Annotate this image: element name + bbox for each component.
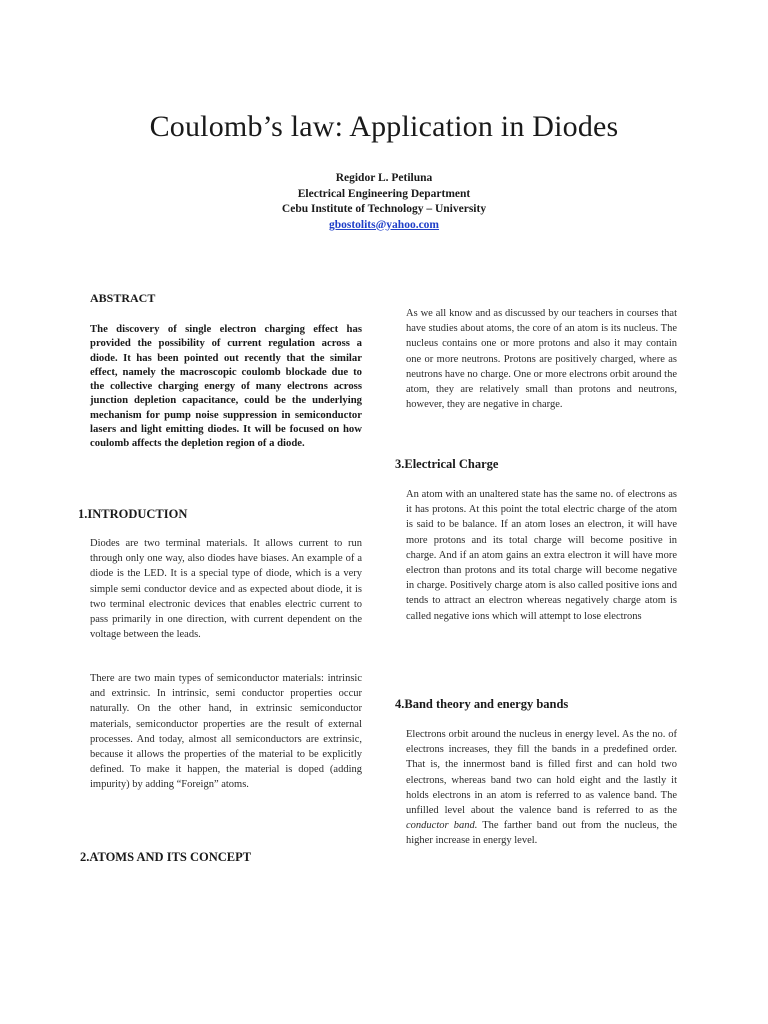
band-theory-text-b: The farther band out from the nucleus, the higher increase in energy level. [406,820,677,847]
author-name: Regidor L. Petiluna [335,172,433,184]
section-heading-band-theory: 4.Band theory and energy bands [395,697,569,711]
author-block [0,171,768,233]
abstract-heading: ABSTRACT [90,291,156,305]
author-department: Electrical Engineering Department [297,187,471,200]
abstract-section [90,291,362,451]
electrical-charge-paragraph: An atom with an unaltered state has the same no. of electrons as it has protons. At this point the total electric charge of the atom is said to be balance. If an atom loses an electron, it will have more protons and its total charge will become positive in charge. And if an atom gains an extra electron it will have more electron than protons and its total charge will become negative in charge. Positively charge atom is also called positive ions and tends to attract an electron whereas negatively charge atom is called negative ions which will attempt to lose electrons [406,489,677,622]
section-heading-electrical-charge: 3.Electrical Charge [395,457,499,471]
band-theory-paragraph [406,727,677,849]
section-heading-introduction: 1.INTRODUCTION [78,507,188,521]
introduction-paragraph-2: There are two main types of semiconductor materials: intrinsic and extrinsic. In intrinsic, semi conductor properties occur naturally. On the other hand, in extrinsic semiconductor materials, semiconductor properties are the result of external processes. And today, almost all semiconductors are extrinsic, because it allows the properties of the material to be explicitly defined. To make it happen, the material is doped (adding impurity) by adding “Foreign” atoms. [90,673,362,791]
introduction-paragraph-1: Diodes are two terminal materials. It allows current to run through only one way, also diodes have biases. An example of a diode is the LED. It is a special type of diode, which is a very simple semi conductor device and as expected about diode, it is two terminal electronic devices that enables electric current to pass primarily in one direction, with current dependent on the voltage between the leads. [90,538,362,641]
band-theory-emphasis: conductor band. [406,820,478,832]
band-theory-text-a: Electrons orbit around the nucleus in energy level. As the no. of electrons increases, they fill the bands in a predefined order. That is, the innermost band is filled first and can hold two electrons, whereas band two can hold eight and the lastly it holds electrons in an atom is referred to as valence band. The unfilled level about the valence band is referred to as the [406,729,677,817]
atoms-paragraph-1: As we all know and as discussed by our teachers in courses that have studies about atoms, the core of an atom is its nucleus. The nucleus contains one or more protons and also it may contain one or more neutrons. Protons are positively charged, where as neutrons have no charge. One or more electrons orbit around the atom, they are relatively small than protons and neutrons, however, they are negative in charge. [406,308,677,411]
author-institution: Cebu Institute of Technology – University [281,203,487,215]
author-email-link[interactable]: gbostolits@yahoo.com [328,218,440,231]
abstract-text: The discovery of single electron charging effect has provided the possibility of current regulation across a diode. It has been pointed out recently that the similar effect, namely the macroscopic coulomb blockade due to the collective charging energy of many electrons across junction depletion capacitance, could be the underlying mechanism for pump noise suppression in semiconductor lasers and light emitting diodes. It will be focused on how coulomb affects the depletion region of a diode. [90,323,362,450]
section-heading-atoms: 2.ATOMS AND ITS CONCEPT [80,850,252,864]
paper-title: Coulomb’s law: Application in Diodes [149,110,619,143]
